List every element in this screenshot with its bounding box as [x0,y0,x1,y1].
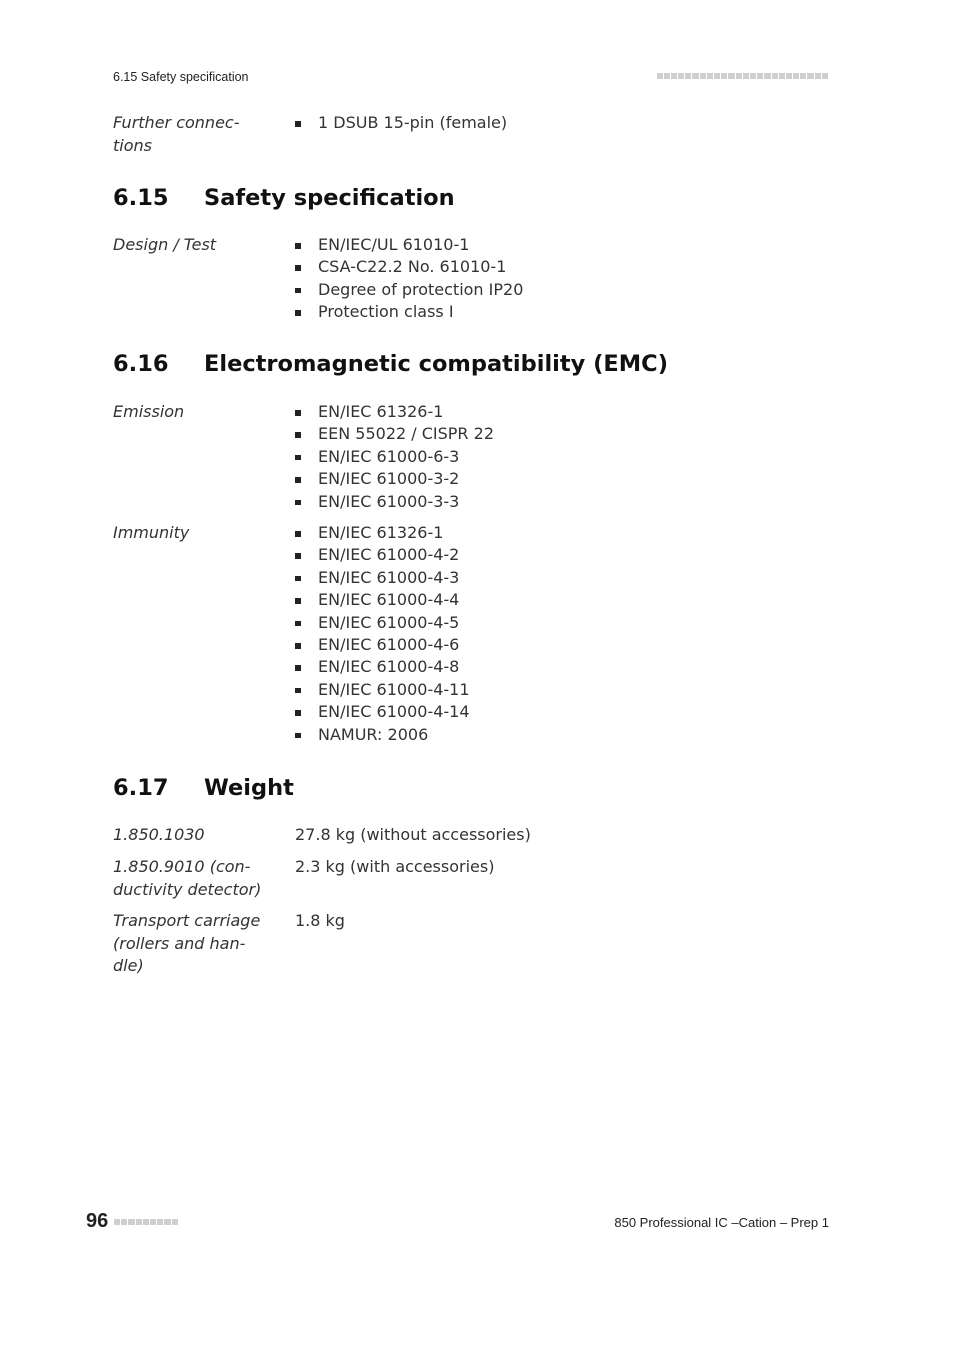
list-item: EN/IEC 61000-4-11 [295,679,795,701]
list-item: EN/IEC/UL 61010-1 [295,234,795,256]
spec-label-line: dle) [113,956,144,975]
header-decoration [657,73,829,79]
list-item: Protection class I [295,301,795,323]
spec-bullet-list [295,234,795,324]
spec-bullet-list [295,522,795,746]
spec-label-line: Further connec- [113,113,240,132]
list-item: EN/IEC 61000-3-2 [295,468,795,490]
list-item: EN/IEC 61326-1 [295,522,795,544]
running-header-title: 6.15 Safety specification [113,70,249,84]
spec-bullet-list [295,401,795,513]
list-item: Degree of protection IP20 [295,279,795,301]
section-heading-6-16 [113,351,668,377]
spec-label [113,856,268,901]
list-item: 1 DSUB 15-pin (female) [295,112,795,134]
list-item: EN/IEC 61000-3-3 [295,491,795,513]
footer-document-title: 850 Professional IC –Cation – Prep 1 [614,1215,829,1230]
section-title: Safety specification [204,185,455,211]
section-number: 6.15 [113,185,169,211]
list-item: CSA-C22.2 No. 61010-1 [295,256,795,278]
list-item: EN/IEC 61000-4-4 [295,589,795,611]
list-item: EN/IEC 61000-4-5 [295,612,795,634]
spec-label [113,112,268,157]
spec-label: 1.850.1030 [113,825,205,844]
footer-decoration [114,1219,178,1225]
spec-label-line: (rollers and han- [113,933,246,953]
spec-label: Design / Test [113,235,217,254]
list-item: NAMUR: 2006 [295,724,795,746]
spec-value: 2.3 kg (with accessories) [295,857,495,876]
spec-label [113,910,268,978]
section-title: Electromagnetic compatibility (EMC) [204,351,668,377]
list-item: EN/IEC 61000-6-3 [295,446,795,468]
section-heading-6-15 [113,185,455,211]
page-number: 96 [86,1210,109,1232]
section-title: Weight [204,775,294,801]
spec-bullet-list [295,112,795,134]
spec-label-line: ductivity detector) [113,879,262,899]
list-item: EN/IEC 61000-4-8 [295,656,795,678]
spec-label: Emission [113,402,185,421]
list-item: EN/IEC 61000-4-2 [295,544,795,566]
spec-label-line: tions [113,135,152,155]
spec-value: 27.8 kg (without accessories) [295,825,531,844]
list-item: EN/IEC 61000-4-6 [295,634,795,656]
section-number: 6.16 [113,351,169,377]
list-item: EN/IEC 61000-4-3 [295,567,795,589]
list-item: EN/IEC 61326-1 [295,401,795,423]
list-item: EN/IEC 61000-4-14 [295,701,795,723]
section-heading-6-17 [113,775,294,801]
spec-value: 1.8 kg [295,911,345,930]
spec-label: Immunity [113,523,190,542]
section-number: 6.17 [113,775,169,801]
spec-label-line: 1.850.9010 (con- [113,857,251,876]
spec-label-line: Transport carriage [113,911,261,930]
list-item: EEN 55022 / CISPR 22 [295,423,795,445]
